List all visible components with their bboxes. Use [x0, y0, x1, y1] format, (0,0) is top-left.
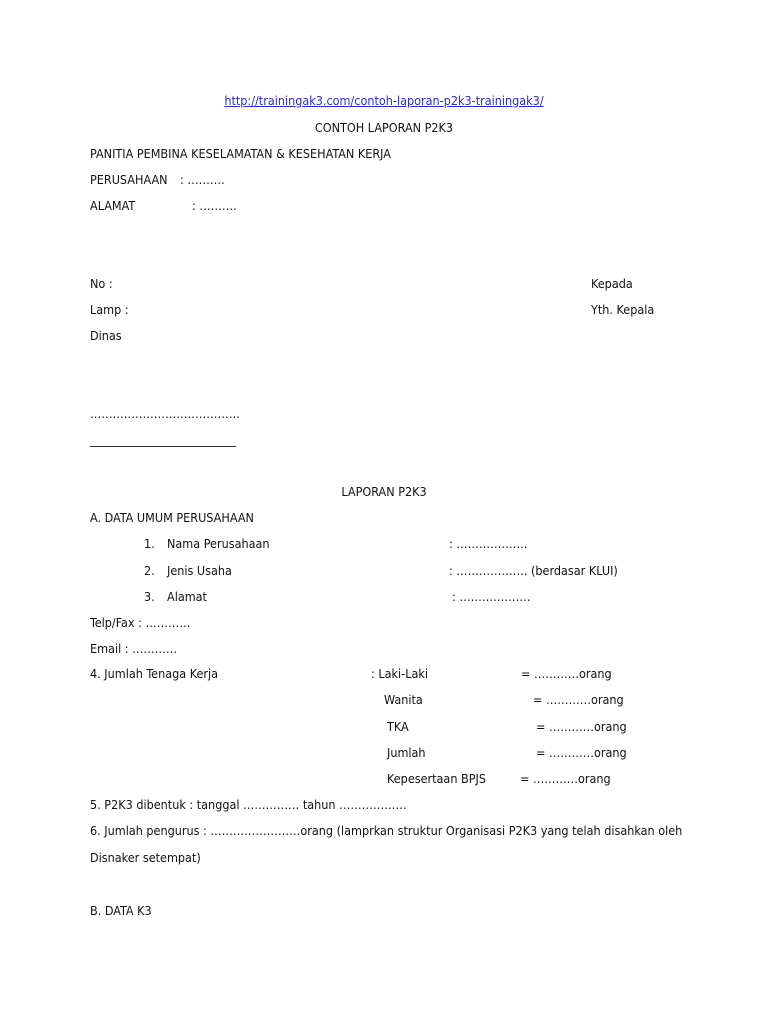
list-item-label: Jenis Usaha: [167, 563, 232, 578]
list-item-value: : ……………….: [449, 536, 528, 551]
recipient-office: Dinas: [90, 328, 122, 343]
list-item-label: Nama Perusahaan: [167, 536, 270, 551]
company-value: : ……….: [180, 172, 225, 187]
committee-count-line-continued: Disnaker setempat): [90, 850, 201, 865]
address-underline: __________________________: [90, 432, 237, 447]
section-b-heading: B. DATA K3: [90, 903, 152, 918]
workforce-row-value: = …………orang: [521, 666, 612, 681]
list-item-value: : ……………….: [452, 589, 531, 604]
committee-name: PANITIA PEMBINA KESELAMATAN & KESEHATAN KERJA: [90, 146, 391, 161]
address-label: ALAMAT: [90, 198, 136, 213]
document-title: CONTOH LAPORAN P2K3: [314, 120, 454, 135]
email-line: Email : …………: [90, 641, 178, 656]
letter-attachment: Lamp :: [90, 302, 129, 317]
committee-count-line: 6. Jumlah pengurus : ……………………orang (lamprkan struktur Organisasi P2K3 yang telah disahkan oleh: [90, 823, 683, 838]
workforce-row-label: TKA: [387, 719, 409, 734]
workforce-row-value: = …………orang: [536, 745, 627, 760]
company-label: PERUSAHAAN: [90, 172, 168, 187]
workforce-row-value: = …………orang: [536, 719, 627, 734]
workforce-heading: 4. Jumlah Tenaga Kerja: [90, 666, 219, 681]
workforce-row-value: = …………orang: [533, 692, 624, 707]
source-url-link[interactable]: http://trainingak3.com/contoh-laporan-p2k3-trainingak3/: [224, 93, 544, 108]
list-item-number: 3.: [144, 589, 155, 604]
list-item-number: 2.: [144, 563, 155, 578]
address-value: : ……….: [192, 198, 237, 213]
telp-fax-line: Telp/Fax : …………: [90, 615, 191, 630]
workforce-row-label: : Laki-Laki: [371, 666, 429, 681]
list-item-number: 1.: [144, 536, 155, 551]
letter-number: No :: [90, 276, 113, 291]
report-title: LAPORAN P2K3: [341, 484, 427, 499]
workforce-row-label: Jumlah: [387, 745, 426, 760]
recipient-title: Yth. Kepala: [591, 302, 655, 317]
workforce-row-value: = …………orang: [520, 771, 611, 786]
address-dots-line: ………………………………….: [90, 406, 240, 421]
p2k3-formed-line: 5. P2K3 dibentuk : tanggal …………… tahun ………………: [90, 797, 407, 812]
section-a-heading: A. DATA UMUM PERUSAHAAN: [90, 510, 254, 525]
list-item-label: Alamat: [167, 589, 207, 604]
recipient-label: Kepada: [591, 276, 633, 291]
list-item-value: : ………………. (berdasar KLUI): [449, 563, 618, 578]
workforce-row-label: Wanita: [384, 692, 423, 707]
workforce-row-label: Kepesertaan BPJS: [387, 771, 486, 786]
